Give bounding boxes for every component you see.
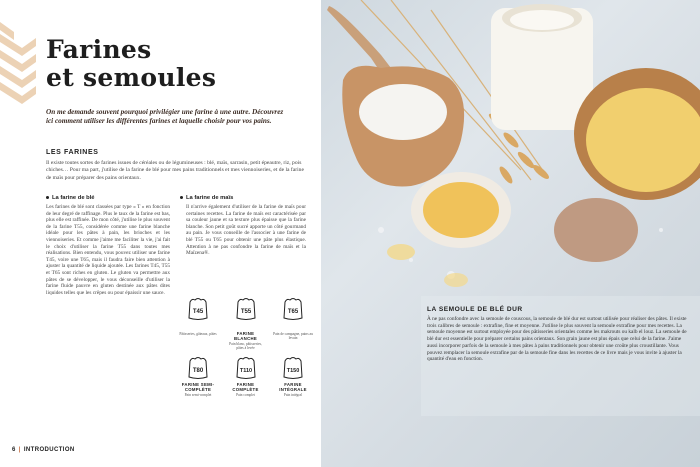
wooden-spoon — [327, 6, 393, 76]
sack-label: FARINE SEMI-COMPLÈTE — [181, 381, 215, 392]
sack-code: T45 — [192, 309, 204, 315]
bullet-icon — [46, 196, 49, 199]
flour-photo — [321, 0, 700, 467]
sack-note: Pain de campagne, pains au levain — [273, 332, 313, 341]
sack-note: Pain intégral — [283, 392, 303, 397]
flour-types-row-1 — [178, 296, 313, 351]
mais-heading — [180, 195, 233, 201]
page-title — [46, 36, 216, 92]
flour-in-bag — [359, 84, 447, 140]
sack-label: FARINE INTÉGRALE — [279, 381, 307, 392]
flour-sack-icon — [280, 296, 306, 322]
sack-code: T65 — [287, 309, 299, 315]
flour-type-t110 — [226, 355, 266, 397]
sack-label: FARINE COMPLÈTE — [232, 381, 259, 392]
semoule-heading: LA SEMOULE DE BLÉ DUR — [427, 306, 523, 313]
corn-flour-in-bowl — [423, 182, 499, 238]
mais-heading-label: La farine de maïs — [186, 195, 234, 201]
flour-type-t55 — [226, 296, 266, 351]
farines-text: Il existe toutes sortes de farines issues de céréales ou de légumineuses : blé, maïs, sarrasin, petit épeautre, riz, pois chiches… Pour ma part, j'utilise de la farine de blé pour mes pains traditionnels et mes viennoiseries, et de la farine de maïs pour préparer des pains orientaux. — [46, 160, 304, 181]
sack-note: Pain blanc, pâtisseries, pâtes à levée — [229, 342, 262, 351]
ble-heading-label: La farine de blé — [52, 195, 95, 201]
footer-separator: | — [18, 447, 21, 453]
whole-flour-pile — [554, 198, 638, 262]
title-line-2: et semoules — [46, 63, 217, 92]
sack-code: T55 — [240, 309, 251, 315]
flour-type-t65 — [273, 296, 313, 351]
flour-sack-icon — [233, 296, 259, 322]
page-number: 6 — [12, 447, 16, 453]
sack-code: T80 — [192, 367, 204, 374]
sack-note: Pâtisseries, gâteaux, pâtes — [179, 332, 217, 336]
flour-sack-icon — [280, 355, 306, 381]
flour-type-t150 — [273, 355, 313, 397]
sack-code: T110 — [239, 367, 252, 374]
intro-text: On me demande souvent pourquoi privilégier une farine à une autre. Découvrez ici comment utiliser les différentes farines et laquelle choisir pour vos pains. — [46, 108, 284, 126]
flour-sack-icon — [185, 296, 211, 322]
sack-note: Pain semi-complet — [184, 392, 212, 397]
page-footer — [12, 447, 75, 453]
flour-still-life-illustration — [321, 0, 700, 467]
bullet-icon — [180, 196, 183, 199]
flour-types-row-2 — [178, 355, 313, 397]
title-line-1: Farines — [46, 35, 152, 64]
section-name: INTRODUCTION — [23, 447, 75, 453]
flour-type-t80 — [178, 355, 218, 397]
ble-heading — [46, 195, 95, 201]
farines-heading: LES FARINES — [46, 149, 99, 156]
wheat-decoration-icon — [0, 18, 38, 118]
flour-types-infographic — [178, 296, 313, 401]
flour-type-t45 — [178, 296, 218, 351]
mais-text: Il n'arrive également d'utiliser de la farine de maïs pour certaines recettes. La farine de maïs est caractérisée par sa couleur jaune et sa texture plus épaisse que la farine blanche. Son petit goût sucré apporte un côté gourmand au pain. Je vous conseille de l'associer à une farine de blé T55 ou T65 pour obtenir une pâte plus élastique. Attention à ne pas confondre la farine de maïs et la Maïzena®. — [186, 204, 306, 257]
sack-note: Pain complet — [236, 392, 255, 397]
flour-sack-icon — [233, 355, 259, 381]
sack-label: FARINE BLANCHE — [233, 331, 258, 341]
flour-sack-icon — [185, 355, 211, 381]
sack-code: T150 — [286, 367, 300, 374]
ble-text: Les farines de blé sont classées par type « T » en fonction de leur degré de raffinage. Plus le taux de la farine est bas, plus elle est raffinée. De mon côté, j'utilise le plus souvent de la farine T55, considérée comme une farine blanche idéale pour les pâtes à pain, les brioches et les viennoiseries. Et comme j'aime me faciliter la vie, j'ai fait le choix d'utiliser la farine T55 dans toutes mes réalisations. Bien entendu, vous pouvez utiliser une farine T45, voire une T65, mais il faudra faire bien attention à ajuster la quantité de liquide ajoutée. Les farines T45, T55 et T65 sont riches en gluten. Le gluten va permettre aux pâtes de se développer, le vous déconseille d'utiliser la farine fluide pauvre en gluten destinée aux pâtes dites liquides telles que les crêpes ou pour épaissir une sauce. — [46, 204, 170, 296]
semoule-text: À ne pas confondre avec la semoule de couscous, la semoule de blé dur est surtout utilisée pour réaliser des pâtes. Il existe trois calibres de semoule : extrafine, fine et moyenne. J'utilise le plus souvent la semoule extrafine pour mes recettes. La semoule moyenne est surtout employée pour des pâtisseries orientales comme les makrouts ou kalb el louz. La semoule de blé dur est essentielle pour préparer certains pains orientaux. Son grain jaune est plus épais que celui de la farine. J'aime aussi incorporer parfois de la semoule à mes pâtes à pains traditionnels pour obtenir une croûte plus croustillante. Vous pouvez remplacer la semoule extrafine par de la semoule fine dans les recettes de ce livre mais je vous invite à ajuster la quantité d'eau en fonction. — [427, 316, 687, 363]
